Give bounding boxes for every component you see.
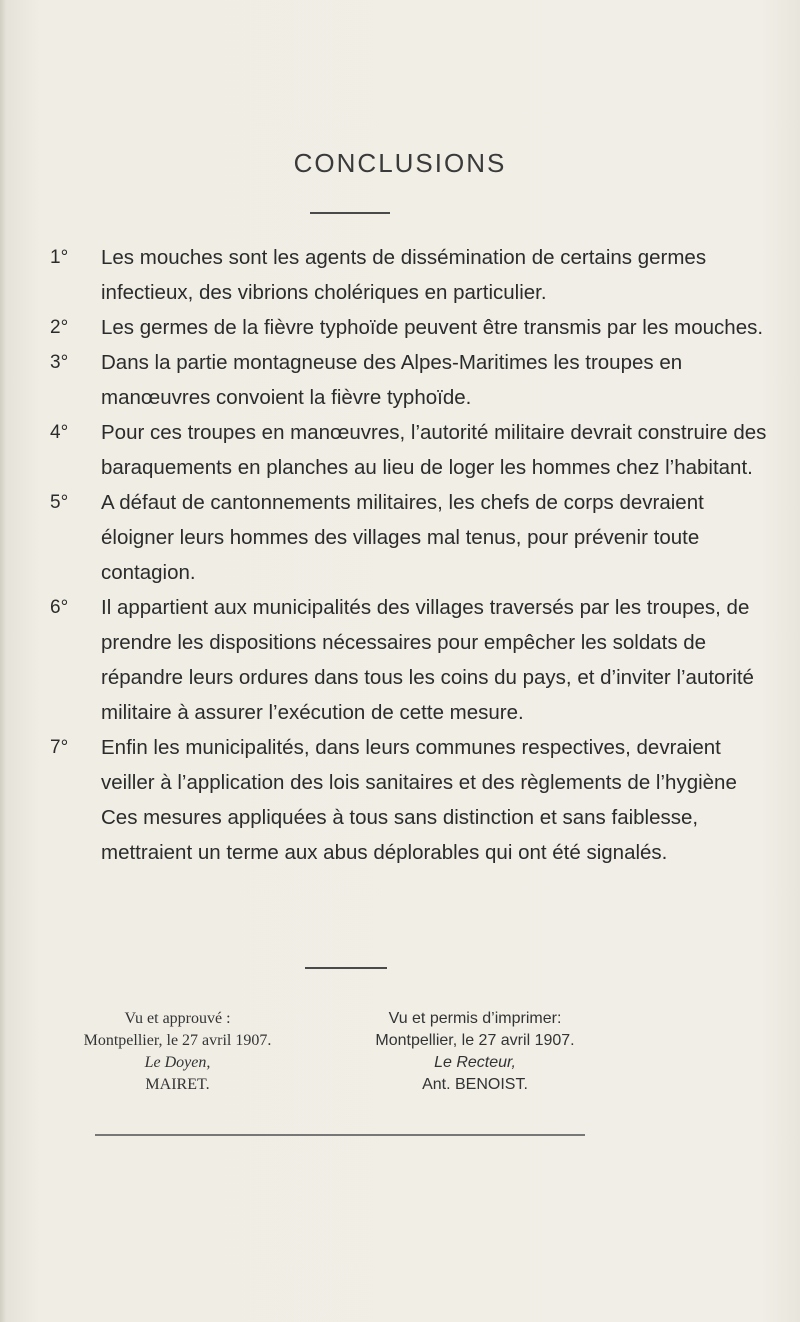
conclusions-list [50,240,770,870]
item-number: 2° [50,317,69,338]
list-item [50,485,770,590]
signature-name: MAIRET. [145,1076,210,1093]
item-number: 3° [50,352,69,373]
signature-line: Vu et approuvé : [124,1010,231,1027]
signature-role: Le Recteur, [434,1054,516,1071]
item-number: 1° [50,247,69,268]
item-text: Les germes de la fièvre typhoïde peuvent être transmis par les mouches. [101,316,764,339]
signature-doyen [50,1008,305,1096]
signature-recteur [340,1008,610,1096]
title-divider [310,212,390,214]
list-item [50,310,770,345]
item-number: 5° [50,492,69,513]
list-item [50,730,770,870]
list-item [50,240,770,310]
list-item [50,345,770,415]
item-text: Pour ces troupes en manœuvres, l’autorité militaire devrait construire des baraquements en planches au lieu de loger les hommes chez l’habitant. [101,421,767,479]
signature-line: Montpellier, le 27 avril 1907. [375,1032,575,1049]
item-text: Dans la partie montagneuse des Alpes-Maritimes les troupes en manœuvres convoient la fièvre typhoïde. [101,351,683,409]
signature-name: Ant. BENOIST. [422,1076,528,1093]
page-title: CONCLUSIONS [293,148,507,178]
signature-role: Le Doyen, [144,1054,211,1071]
section-divider [305,967,387,969]
item-number: 7° [50,737,69,758]
page-edge-shadow [0,0,6,1322]
list-item [50,590,770,730]
item-text: Il appartient aux municipalités des villages traversés par les troupes, de prendre les dispositions nécessaires pour empêcher les soldats de répandre leurs ordures dans tous les coins du pays, et d’inviter l’autorité militaire à assurer l’exécution de cette mesure. [101,596,754,724]
signature-line: Vu et permis d’imprimer: [388,1010,562,1027]
item-number: 6° [50,597,69,618]
signature-line: Montpellier, le 27 avril 1907. [83,1032,272,1049]
item-number: 4° [50,422,69,443]
item-text: A défaut de cantonnements militaires, les chefs de corps devraient éloigner leurs hommes des villages mal tenus, pour prévenir toute contagion. [101,491,704,584]
bottom-divider [95,1134,585,1136]
item-text: Les mouches sont les agents de dissémination de certains germes infectieux, des vibrions cholériques en particulier. [101,246,707,304]
list-item [50,415,770,485]
item-text: Enfin les municipalités, dans leurs communes respectives, devraient veiller à l’application des lois sanitaires et des règlements de l’hygiène Ces mesures appliquées à tous sans distinction et sans faiblesse, mettraient un terme aux abus déplorables qui ont été signalés. [101,736,737,864]
